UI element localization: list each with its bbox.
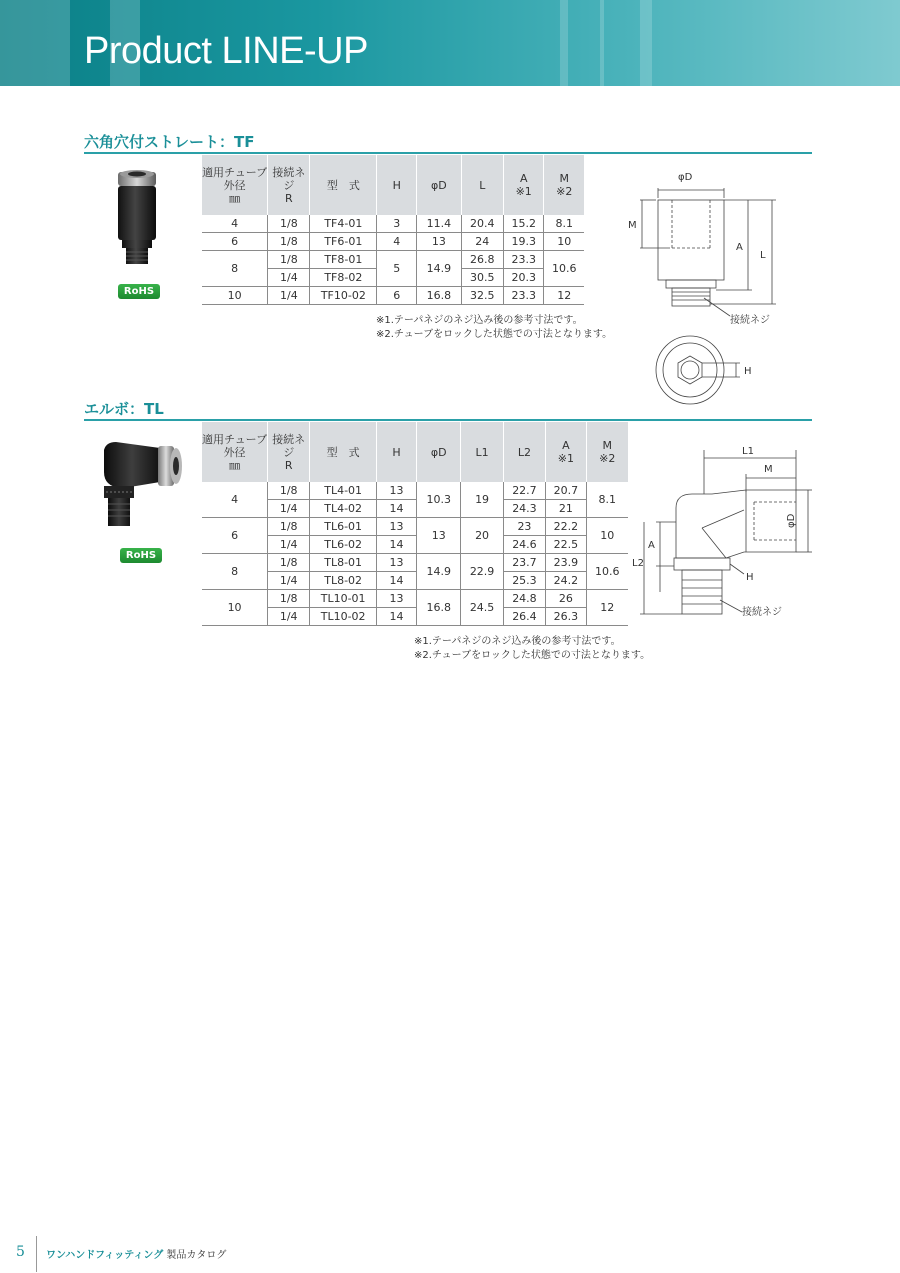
cell: 10 [544, 233, 584, 251]
dim-label-thread: 接続ネジ [742, 607, 782, 618]
cell: 22.7 [503, 482, 545, 500]
cell: 14 [376, 500, 416, 518]
cell: 1/8 [268, 590, 310, 608]
table-row [202, 590, 628, 608]
tl-dimension-diagram [626, 440, 816, 630]
page-number: 5 [16, 1244, 25, 1260]
cell: 1/8 [268, 518, 310, 536]
note: ※1.テーパネジのネジ込み後の参考寸法です。 [376, 315, 583, 326]
cell: 13 [376, 554, 416, 572]
dim-label-h: H [744, 366, 752, 377]
cell: 10.3 [417, 482, 461, 518]
cell: 30.5 [461, 269, 503, 287]
cell: 14 [376, 536, 416, 554]
note: ※2.チューブをロックした状態での寸法となります。 [376, 329, 613, 340]
cell: 1/8 [268, 251, 310, 269]
cell: 24.2 [546, 572, 586, 590]
cell: 25.3 [503, 572, 545, 590]
table-row [202, 251, 584, 269]
cell: 23.7 [503, 554, 545, 572]
cell: 16.8 [417, 287, 461, 305]
cell: 16.8 [417, 590, 461, 626]
cell: 23.3 [503, 287, 543, 305]
col-header: A ※1 [546, 422, 586, 482]
cell: 20.3 [503, 269, 543, 287]
col-header: L1 [461, 422, 503, 482]
cell: 13 [376, 518, 416, 536]
cell: 4 [202, 482, 268, 518]
cell: 15.2 [503, 215, 543, 233]
cell: 1/4 [268, 536, 310, 554]
footer-catalog: 製品カタログ [166, 1250, 227, 1261]
cell: 24.6 [503, 536, 545, 554]
header-banner [0, 0, 900, 86]
tl-notes [414, 635, 650, 663]
section-rule [84, 419, 812, 421]
cell: 1/4 [268, 287, 310, 305]
cell: 13 [417, 233, 461, 251]
dim-label-l2: L2 [632, 558, 644, 569]
cell: 14.9 [417, 251, 461, 287]
cell: 14 [376, 608, 416, 626]
dim-label-l1: L1 [742, 446, 754, 457]
cell: 20 [461, 518, 503, 554]
cell: 8 [202, 251, 268, 287]
cell: 12 [586, 590, 628, 626]
cell: 1/8 [268, 554, 310, 572]
dim-label-d: φD [678, 172, 693, 183]
cell: 6 [202, 233, 268, 251]
cell: TF8-02 [310, 269, 377, 287]
col-header: 適用チューブ 外径 ㎜ [202, 155, 268, 215]
cell: TL10-02 [310, 608, 377, 626]
rohs-badge: RoHS [120, 548, 162, 563]
cell: 20.7 [546, 482, 586, 500]
cell: 26.8 [461, 251, 503, 269]
cell: TL10-01 [310, 590, 377, 608]
dim-label-m: M [628, 220, 637, 231]
cell: 21 [546, 500, 586, 518]
note: ※1.テーパネジのネジ込み後の参考寸法です。 [414, 636, 621, 647]
cell: 23.3 [503, 251, 543, 269]
cell: 1/4 [268, 500, 310, 518]
cell: 14.9 [417, 554, 461, 590]
cell: 24.5 [461, 590, 503, 626]
dim-label-h: H [746, 572, 754, 583]
footer-brand: ワンハンドフィッティング [46, 1250, 164, 1261]
cell: 24.8 [503, 590, 545, 608]
tf-notes [376, 314, 612, 342]
cell: 1/4 [268, 572, 310, 590]
cell: 11.4 [417, 215, 461, 233]
cell: 22.5 [546, 536, 586, 554]
col-header: 接続ネジ R [268, 422, 310, 482]
cell: 26.4 [503, 608, 545, 626]
cell: 32.5 [461, 287, 503, 305]
section-title-tl: エルボ：TL [84, 400, 164, 418]
cell: 3 [377, 215, 417, 233]
cell: TL4-02 [310, 500, 377, 518]
tl-product-photo [96, 438, 188, 538]
page-title: Product LINE-UP [84, 30, 368, 72]
cell: 10 [586, 518, 628, 554]
cell: 23 [503, 518, 545, 536]
cell: 24 [461, 233, 503, 251]
dim-label-a: A [648, 540, 655, 551]
dim-label-m: M [764, 464, 773, 475]
col-header: L2 [503, 422, 545, 482]
col-header: H [376, 422, 416, 482]
dim-label-thread: 接続ネジ [730, 315, 770, 326]
cell: 22.9 [461, 554, 503, 590]
footer-divider [36, 1236, 37, 1272]
table-row [202, 233, 584, 251]
cell: 4 [377, 233, 417, 251]
col-header: 適用チューブ 外径 ㎜ [202, 422, 268, 482]
cell: TF4-01 [310, 215, 377, 233]
cell: 4 [202, 215, 268, 233]
cell: 10.6 [544, 251, 584, 287]
cell: 13 [417, 518, 461, 554]
cell: 23.9 [546, 554, 586, 572]
cell: 1/8 [268, 233, 310, 251]
cell: 13 [376, 482, 416, 500]
section-title-tf: 六角穴付ストレート：TF [84, 133, 255, 151]
table-row [202, 554, 628, 572]
tf-spec-table [202, 155, 584, 305]
cell: 26.3 [546, 608, 586, 626]
tf-dimension-diagram [620, 168, 790, 414]
cell: 14 [376, 572, 416, 590]
col-header: 型 式 [310, 155, 377, 215]
section-rule [84, 152, 812, 154]
cell: 10.6 [586, 554, 628, 590]
cell: 1/4 [268, 269, 310, 287]
cell: TL8-01 [310, 554, 377, 572]
dim-label-l: L [760, 250, 766, 261]
cell: 26 [546, 590, 586, 608]
dim-label-d: φD [786, 513, 797, 528]
cell: 1/4 [268, 608, 310, 626]
col-header: M ※2 [586, 422, 628, 482]
cell: TL8-02 [310, 572, 377, 590]
cell: 1/8 [268, 482, 310, 500]
col-header: A ※1 [503, 155, 543, 215]
col-header: L [461, 155, 503, 215]
rohs-badge: RoHS [118, 284, 160, 299]
table-row [202, 287, 584, 305]
cell: TL6-01 [310, 518, 377, 536]
cell: 6 [202, 518, 268, 554]
tl-spec-table [202, 422, 628, 626]
note: ※2.チューブをロックした状態での寸法となります。 [414, 650, 651, 661]
table-row [202, 518, 628, 536]
cell: TF10-02 [310, 287, 377, 305]
col-header: 接続ネジ R [268, 155, 310, 215]
cell: 19 [461, 482, 503, 518]
cell: 10 [202, 287, 268, 305]
cell: 5 [377, 251, 417, 287]
cell: TF6-01 [310, 233, 377, 251]
cell: TF8-01 [310, 251, 377, 269]
table-row [202, 482, 628, 500]
cell: 10 [202, 590, 268, 626]
col-header: H [377, 155, 417, 215]
cell: 24.3 [503, 500, 545, 518]
cell: TL4-01 [310, 482, 377, 500]
col-header: φD [417, 422, 461, 482]
footer-caption [46, 1246, 226, 1261]
cell: 1/8 [268, 215, 310, 233]
cell: 22.2 [546, 518, 586, 536]
cell: 6 [377, 287, 417, 305]
table-row [202, 215, 584, 233]
cell: 20.4 [461, 215, 503, 233]
col-header: 型 式 [310, 422, 377, 482]
dim-label-a: A [736, 242, 743, 253]
cell: 19.3 [503, 233, 543, 251]
cell: 13 [376, 590, 416, 608]
cell: 8.1 [586, 482, 628, 518]
col-header: φD [417, 155, 461, 215]
cell: 8 [202, 554, 268, 590]
tf-product-photo [112, 168, 162, 268]
cell: TL6-02 [310, 536, 377, 554]
cell: 12 [544, 287, 584, 305]
col-header: M ※2 [544, 155, 584, 215]
cell: 8.1 [544, 215, 584, 233]
